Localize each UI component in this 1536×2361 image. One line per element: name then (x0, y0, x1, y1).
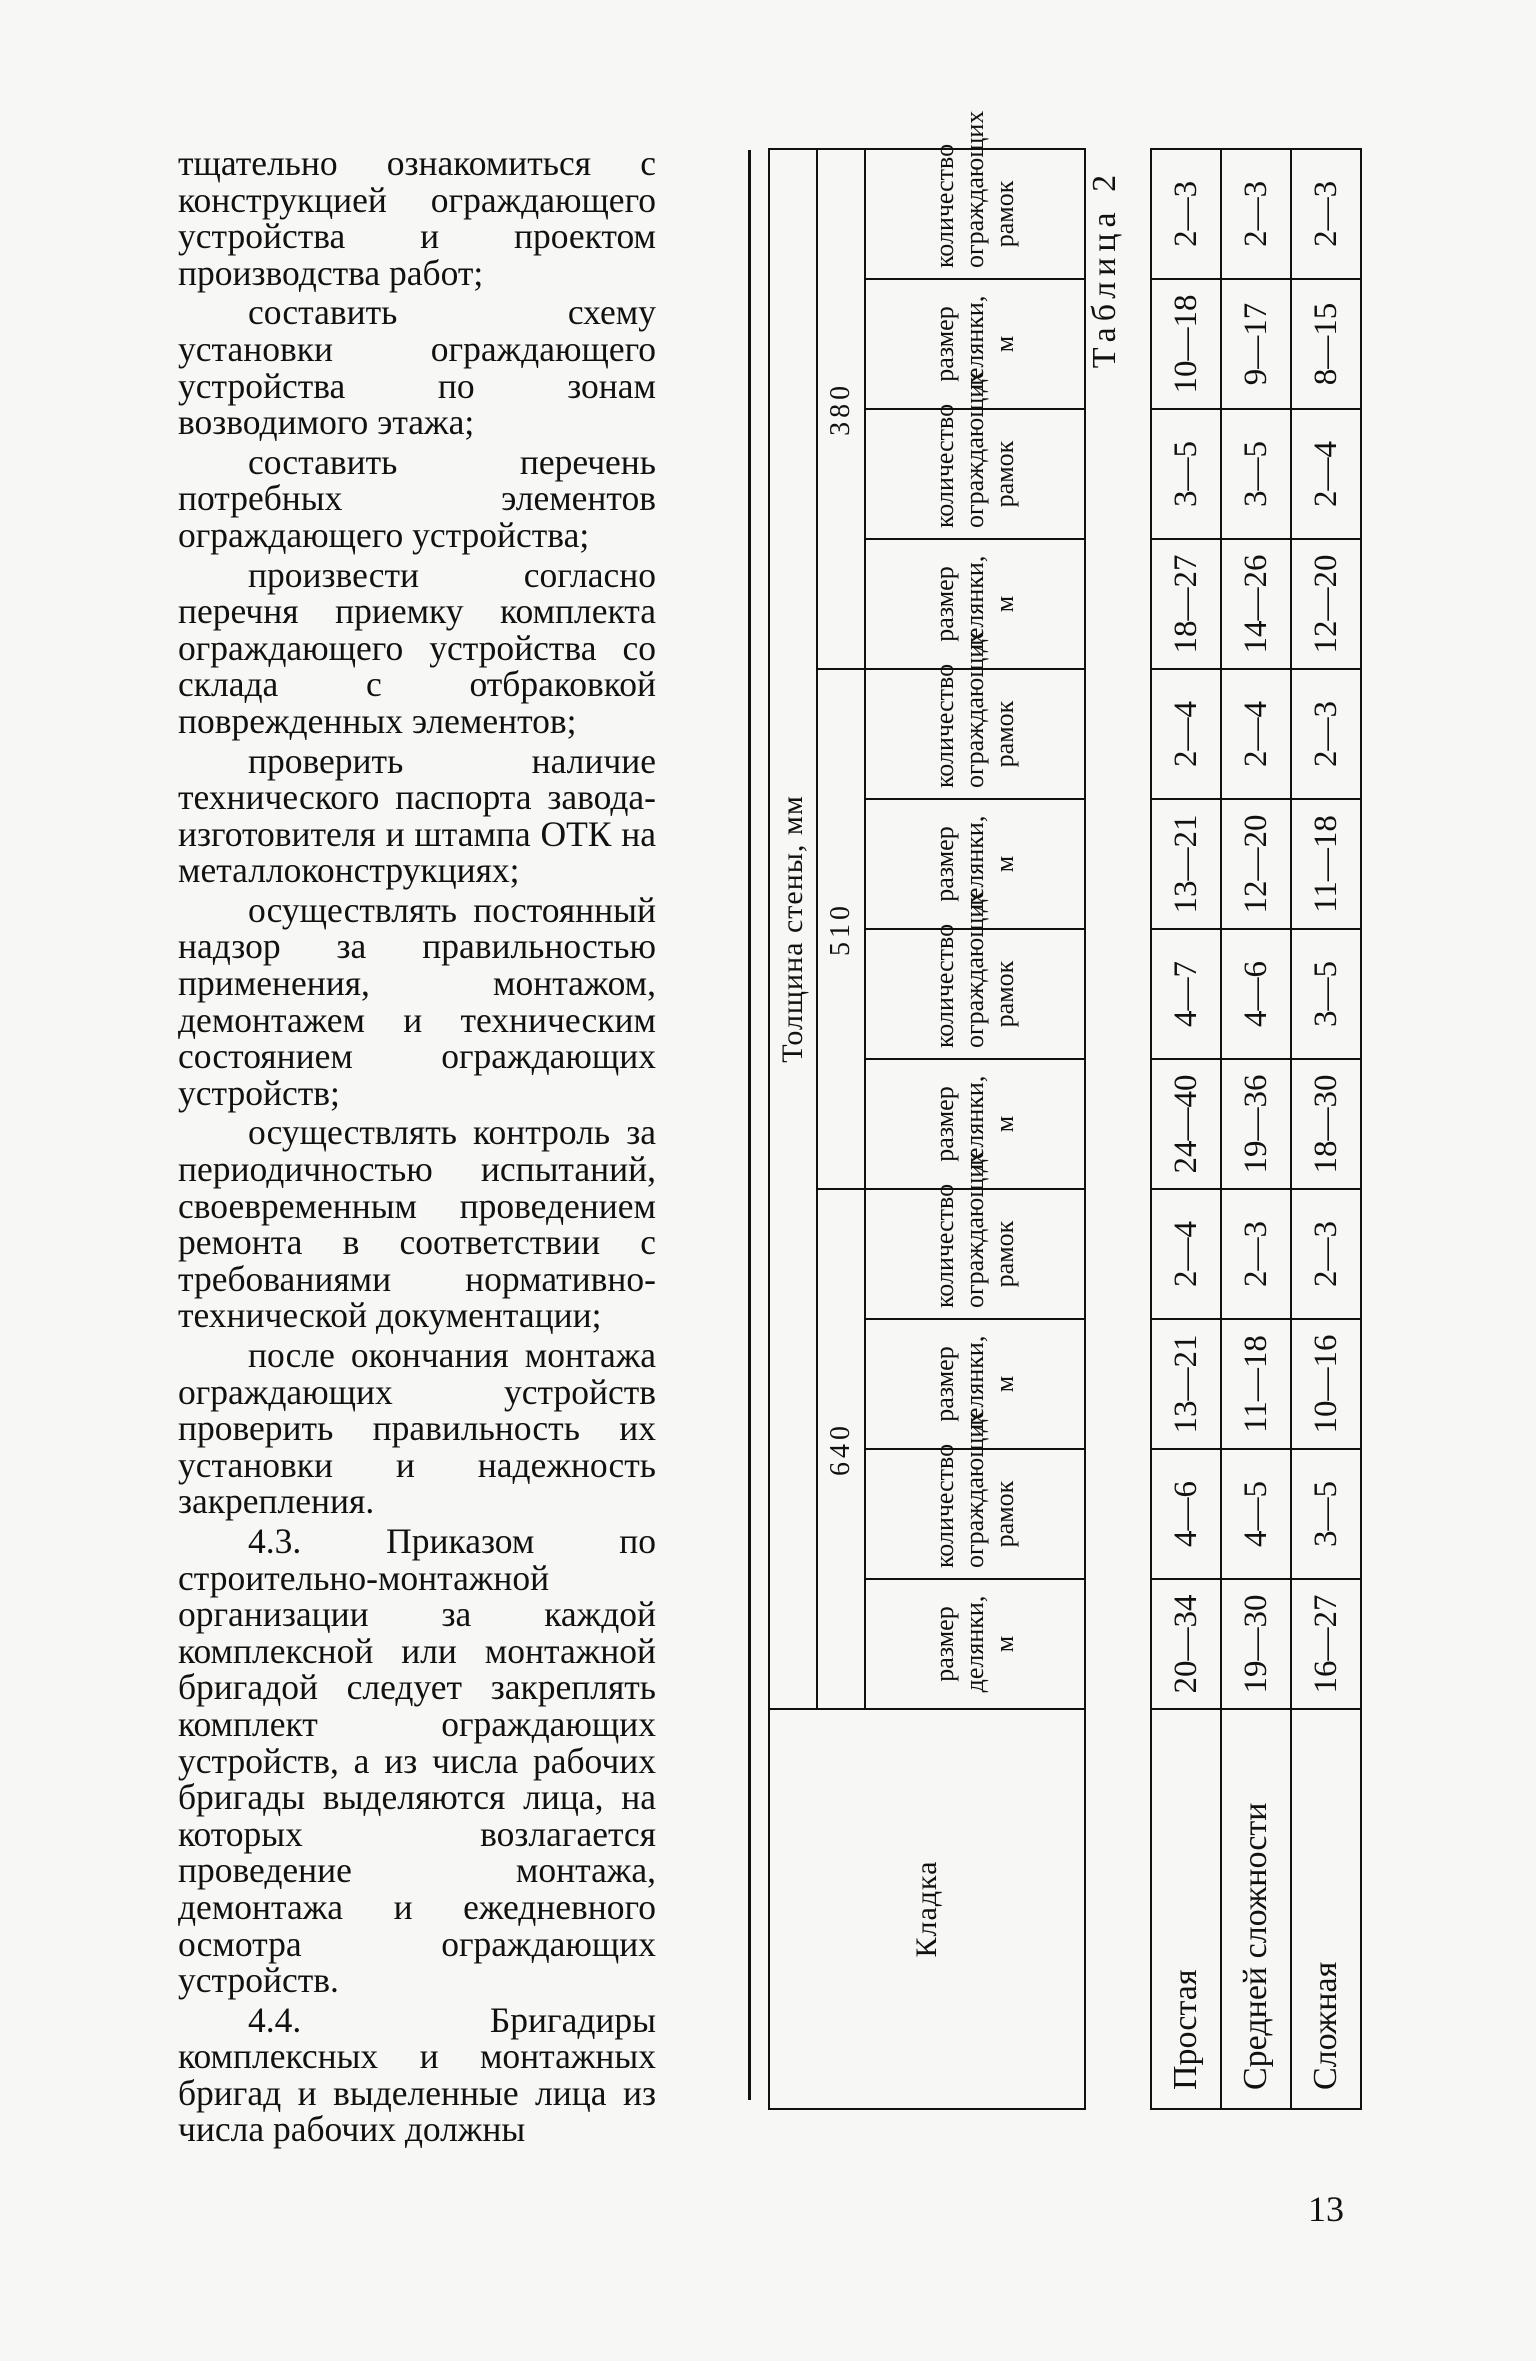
paragraph: 4.4. Бригадиры комплексных и монтажных бригад и выделенные лица из числа рабочих должны (178, 1999, 656, 2150)
table-cell: 2—4 (1151, 1189, 1221, 1319)
table-caption: Таблица 2 (1086, 168, 1123, 369)
table-cell: 13—21 (1151, 1319, 1221, 1449)
table-cell: 18—30 (1291, 1059, 1361, 1189)
table-cell: 2—4 (1291, 409, 1361, 539)
table-cell: 16—27 (1291, 1579, 1361, 1709)
table-cell: 10—18 (1151, 279, 1221, 409)
header-kladka: Кладка (769, 1709, 1085, 2109)
table-cell: 2—3 (1291, 669, 1361, 799)
table-cell: 11—18 (1221, 1319, 1291, 1449)
paragraph: тщательно ознакомиться с конструкцией ограждающего устройства и проектом производства работ; (178, 143, 656, 293)
paragraph: составить перечень потребных элементов ограждающего устройства; (178, 441, 656, 555)
table-cell: 18—27 (1151, 539, 1221, 669)
table-cell: 2—3 (1151, 149, 1221, 279)
header-group-510: 510 (817, 669, 865, 1189)
header-count: количество ограждающих рамок (865, 669, 1085, 799)
table-cell: 11—18 (1291, 799, 1361, 929)
table-cell: 2—3 (1291, 149, 1361, 279)
header-wall-thickness: Толщина стены, мм (769, 149, 817, 1709)
row-label: Сложная (1291, 1709, 1361, 2109)
table-row (1221, 149, 1291, 2109)
header-group-640: 640 (817, 1189, 865, 1709)
table-cell: 12—20 (1291, 539, 1361, 669)
header-size: размер делянки, м (865, 279, 1085, 409)
header-size: размер делянки, м (865, 1059, 1085, 1189)
paragraph: 4.3. Приказом по строительно-монтажной организации за каждой комплексной или монтажной бригадой следует закреплять комплект ограждающих устройств, а из числа рабочих бригады выделяются лица, на которых возлагается проведение монтажа, демонтажа и ежедневного осмотра ограждающих устройств. (178, 1520, 656, 2001)
row-label: Простая (1151, 1709, 1221, 2109)
header-group-380: 380 (817, 149, 865, 669)
table-cell: 14—26 (1221, 539, 1291, 669)
table-cell: 9—17 (1221, 279, 1291, 409)
table-cell: 2—3 (1221, 1189, 1291, 1319)
header-count: количество ограждающих рамок (865, 1449, 1085, 1579)
page-number: 13 (1308, 2189, 1344, 2229)
header-count: количество ограждающих рамок (865, 1189, 1085, 1319)
table-cell: 3—5 (1151, 409, 1221, 539)
paragraph: после окончания монтажа ограждающих устройств проверить правильность их установки и надежность закрепления. (178, 1335, 656, 1522)
header-count: количество ограждающих рамок (865, 409, 1085, 539)
table-cell: 13—21 (1151, 799, 1221, 929)
table-cell: 2—3 (1291, 1189, 1361, 1319)
table-cell: 19—36 (1221, 1059, 1291, 1189)
table-cell: 3—5 (1291, 1449, 1361, 1579)
table-cell: 2—4 (1221, 669, 1291, 799)
table-cell: 2—3 (1221, 149, 1291, 279)
paragraph: составить схему установки ограждающего устройства по зонам возводимого этажа; (178, 292, 656, 443)
table-cell: 24—40 (1151, 1059, 1221, 1189)
paragraph: осуществлять контроль за периодичностью испытаний, своевременным проведением ремонта в соответствии с требованиями нормативно-технической документации; (178, 1112, 656, 1336)
table-cell: 20—34 (1151, 1579, 1221, 1709)
paragraph: проверить наличие технического паспорта завода-изготовителя и штампа ОТК на металлоконструкциях; (178, 740, 656, 891)
table-cell: 4—6 (1221, 929, 1291, 1059)
table-cell: 4—7 (1151, 929, 1221, 1059)
row-label: Средней сложности (1221, 1709, 1291, 2109)
header-size: размер делянки, м (865, 539, 1085, 669)
table-row (1291, 149, 1361, 2109)
table-cell: 2—4 (1151, 669, 1221, 799)
table-cell: 3—5 (1291, 929, 1361, 1059)
body-text (178, 145, 656, 2151)
data-table (768, 110, 1362, 2110)
table-cell: 19—30 (1221, 1579, 1291, 1709)
column-divider (748, 150, 751, 2100)
header-size: размер делянки, м (865, 799, 1085, 929)
table-cell: 3—5 (1221, 409, 1291, 539)
header-count: количество ограждающих рамок (865, 929, 1085, 1059)
table-cell: 10—16 (1291, 1319, 1361, 1449)
paragraph: осуществлять постоянный надзор за правильностью применения, монтажом, демонтажем и техническим состоянием ограждающих устройств; (178, 889, 656, 1113)
header-count: количество ограждающих рамок (865, 149, 1085, 279)
table-cell: 4—5 (1221, 1449, 1291, 1579)
table-row (1151, 149, 1221, 2109)
header-size: размер делянки, м (865, 1319, 1085, 1449)
table-cell: 8—15 (1291, 279, 1361, 409)
table-cell: 12—20 (1221, 799, 1291, 929)
table-cell: 4—6 (1151, 1449, 1221, 1579)
table-2 (768, 110, 1368, 2110)
header-size: размер делянки, м (865, 1579, 1085, 1709)
paragraph: произвести согласно перечня приемку комплекта ограждающего устройства со склада с отбраковкой поврежденных элементов; (178, 554, 656, 741)
